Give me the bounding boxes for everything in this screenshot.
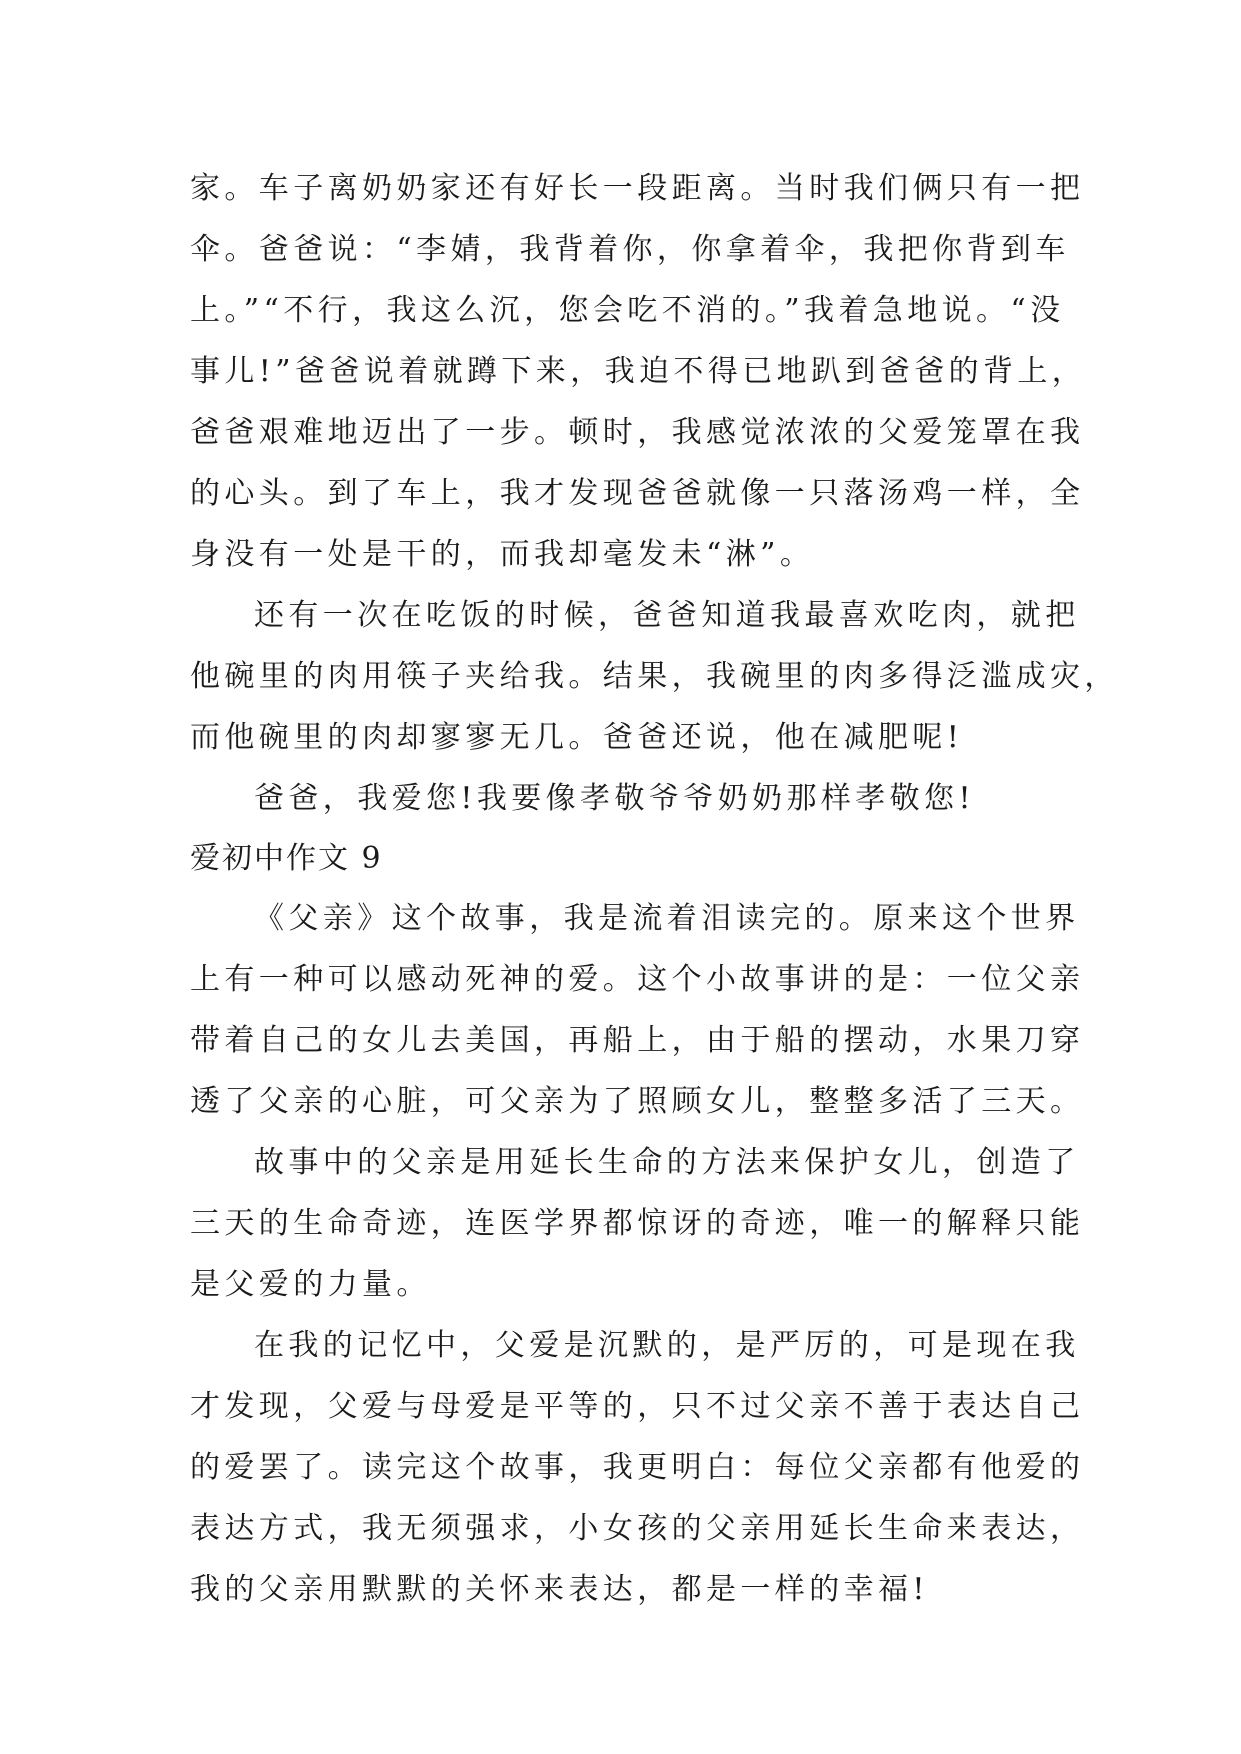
paragraph-line: 《父亲》这个故事，我是流着泪读完的。原来这个世界	[254, 901, 1080, 936]
paragraph-line: 才发现，父爱与母爱是平等的，只不过父亲不善于表达自己	[190, 1389, 1085, 1424]
paragraph-line: 家。车子离奶奶家还有好长一段距离。当时我们俩只有一把	[190, 171, 1085, 206]
paragraph	[190, 1315, 1085, 1620]
paragraph-line: 还有一次在吃饭的时候，爸爸知道我最喜欢吃肉，就把	[254, 598, 1080, 633]
paragraph-line: 爸爸，我爱您!我要像孝敬爷爷奶奶那样孝敬您!	[254, 781, 975, 816]
paragraph-line: 表达方式，我无须强求，小女孩的父亲用延长生命来表达，	[190, 1511, 1085, 1546]
paragraph-line: 三天的生命奇迹，连医学界都惊讶的奇迹，唯一的解释只能	[190, 1206, 1085, 1241]
paragraph-line: 我的父亲用默默的关怀来表达，都是一样的幸福!	[190, 1572, 929, 1607]
paragraph-line: 而他碗里的肉却寥寥无几。爸爸还说，他在减肥呢!	[190, 720, 964, 755]
paragraph-line: 身没有一处是干的，而我却毫发未“淋”。	[190, 537, 815, 572]
paragraph	[190, 1132, 1085, 1315]
paragraph-line: 爸爸艰难地迈出了一步。顿时，我感觉浓浓的父爱笼罩在我	[190, 415, 1085, 450]
paragraph	[190, 888, 1085, 1132]
paragraph	[190, 768, 1050, 829]
paragraph-line: 故事中的父亲是用延长生命的方法来保护女儿，创造了	[254, 1145, 1080, 1180]
paragraph	[190, 585, 1119, 768]
paragraph-line: 透了父亲的心脏，可父亲为了照顾女儿，整整多活了三天。	[190, 1084, 1085, 1119]
paragraph-line: 是父爱的力量。	[190, 1267, 431, 1302]
paragraph-line: 带着自己的女儿去美国，再船上，由于船的摆动，水果刀穿	[190, 1023, 1085, 1058]
paragraph-line: 事儿!”爸爸说着就蹲下来，我迫不得已地趴到爸爸的背上，	[190, 354, 1087, 389]
document-body	[190, 158, 1119, 1620]
paragraph-line: 在我的记忆中，父爱是沉默的，是严厉的，可是现在我	[254, 1328, 1080, 1363]
paragraph-line: 伞。爸爸说：“李婧，我背着你，你拿着伞，我把你背到车	[190, 232, 1070, 267]
paragraph-line: 上。”“不行，我这么沉，您会吃不消的。”我着急地说。“没	[190, 293, 1065, 328]
paragraph-line: 的心头。到了车上，我才发现爸爸就像一只落汤鸡一样，全	[190, 476, 1085, 511]
paragraph-line: 他碗里的肉用筷子夹给我。结果，我碗里的肉多得泛滥成灾，	[190, 659, 1119, 694]
section-title: 爱初中作文 9	[190, 841, 383, 876]
paragraph-line: 上有一种可以感动死神的爱。这个小故事讲的是：一位父亲	[190, 962, 1085, 997]
paragraph-line: 的爱罢了。读完这个故事，我更明白：每位父亲都有他爱的	[190, 1450, 1085, 1485]
paragraph	[190, 158, 1087, 585]
